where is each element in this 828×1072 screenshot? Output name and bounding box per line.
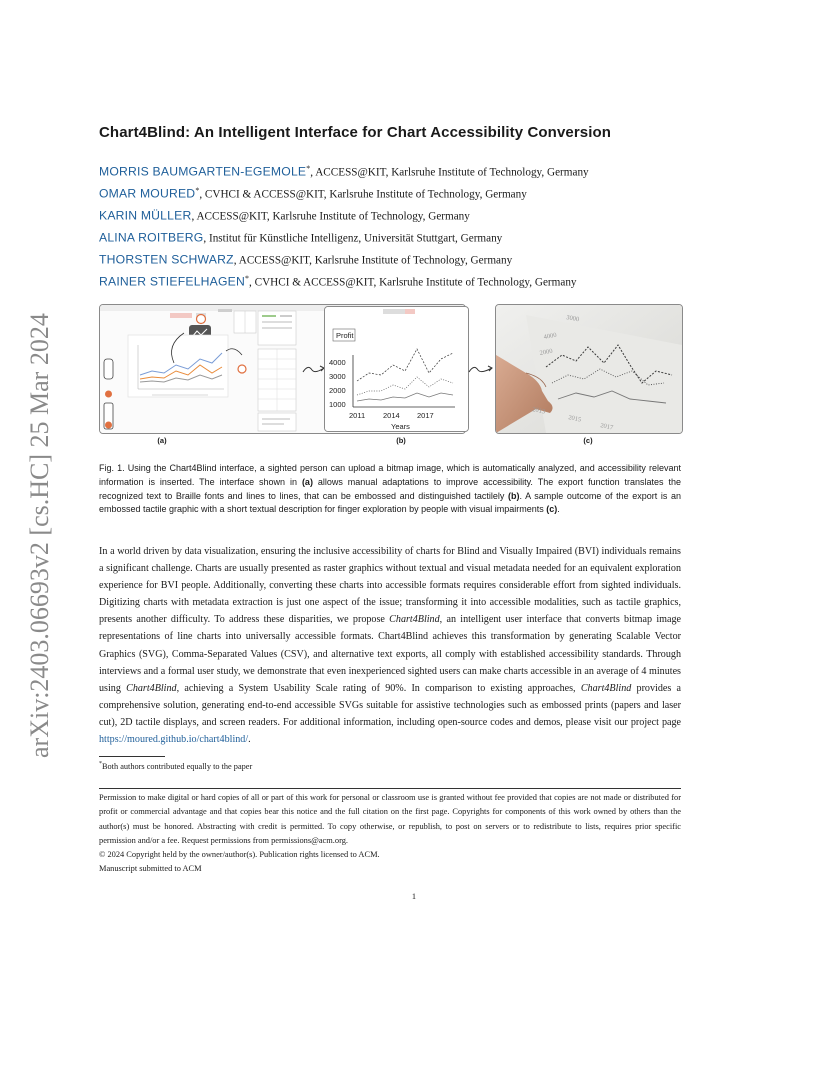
arxiv-stamp-text: arXiv:2403.06693v2 [cs.HC] 25 Mar 2024: [25, 313, 54, 758]
photo-label: 2013: [531, 406, 546, 416]
abstract-text: provides a comprehensive solution, generating end-to-end accessible SVGs suitable for assistive technologies such as embossed prints (papers and laser cut), 2D tactile displays, and screen readers. For additional information, including open-source codes and demos, please visit our project page: [99, 682, 681, 728]
author-name: KARIN MÜLLER: [99, 208, 192, 223]
author-line: [99, 160, 739, 182]
caption-text: .: [557, 504, 560, 515]
panel-c-label: (c): [583, 436, 593, 445]
caption-ref-a: (a): [301, 476, 313, 487]
panel-a-label: (a): [157, 436, 167, 445]
tactile-x-tick: 2014: [383, 411, 400, 420]
author-name: THORSTEN SCHWARZ: [99, 252, 234, 267]
tactile-y-title: Profit: [336, 331, 354, 340]
author-line: [99, 226, 739, 248]
tactile-x-tick: 2011: [349, 411, 366, 420]
footnote-text: Both authors contributed equally to the paper: [102, 761, 253, 771]
author-line: [99, 182, 739, 204]
author-name: MORRIS BAUMGARTEN-EGEMOLE: [99, 164, 307, 179]
author-name: OMAR MOURED: [99, 186, 196, 201]
author-affiliation: , ACCESS@KIT, Karlsruhe Institute of Technology, Germany: [191, 210, 470, 223]
author-affiliation: , ACCESS@KIT, Karlsruhe Institute of Technology, Germany: [233, 254, 513, 267]
panel-c-embossed-photo: [495, 304, 683, 434]
author-mark: *: [245, 274, 250, 283]
permission-notice: Permission to make digital or hard copies of all or part of this work for personal or classroom use is granted without fee provided that copies are not made or distributed for profit or commercial advantage and that copies bear this notice and the full citation on the first page. Copyrights for components of this work owned by others than the author(s) must be honored. Abstracting with credit is permitted. To copy otherwise, or republish, to post on servers or to redistribute to lists, requires prior specific permission and/or a fee. Request permissions from permissions@acm.org.: [99, 793, 681, 845]
abstract-text: In a world driven by data visualization, ensuring the inclusive accessibility of charts for Blind and Visually Impaired (BVI) individuals remains a significant challenge. Charts are usually presented as raster graphics without textual and visual metadata needed for an equivalent exploration experience for BVI people. Additionally, converting these charts into accessible formats requires considerable effort from sighted individuals. Digitizing charts with metadata extraction is just one aspect of the issue; transforming it into accessible modalities, such as tactile graphics, presents another difficulty. To address these disparities, we propose: [99, 546, 681, 626]
footnote-mark: *: [99, 761, 102, 767]
caption-text: Using the Chart4Blind interface, a sighted person can upload a bitmap image, which is automatically analyzed, and accessibility relevant information is inserted. The interface shown in: [99, 463, 681, 487]
copyright-block: [99, 848, 681, 877]
arrow-icon: [302, 362, 326, 376]
photo-label: 4000: [543, 331, 558, 341]
permission-rule: [99, 788, 681, 789]
figure-1: [99, 304, 681, 454]
author-mark: *: [306, 164, 311, 173]
author-affiliation: , CVHCI & ACCESS@KIT, Karlsruhe Institute of Technology, Germany: [199, 188, 527, 201]
author-line: [99, 204, 739, 226]
caption-ref-c: (c): [546, 504, 558, 515]
author-affiliation: , ACCESS@KIT, Karlsruhe Institute of Technology, Germany: [310, 166, 589, 179]
copyright-line: © 2024 Copyright held by the owner/author(s). Publication rights licensed to ACM.: [99, 850, 380, 859]
abstract-text: .: [248, 734, 251, 746]
footnote: [99, 761, 681, 771]
arxiv-stamp: [18, 280, 58, 760]
abstract: [99, 543, 681, 748]
photo-label: 2017: [599, 422, 614, 432]
paper-title: Chart4Blind: An Intelligent Interface for Chart Accessibility Conversion: [99, 124, 612, 141]
author-list: [99, 160, 739, 292]
abstract-emphasis: Chart4Blind: [580, 682, 632, 694]
photo-label: 2000: [539, 347, 554, 357]
arxiv-stamp-svg: [18, 280, 58, 760]
tactile-y-tick: 1000: [329, 400, 346, 409]
caption-text: allows manual adaptations to improve accessibility. The export function translates the recognized text to Braille fonts and lines to lines, that can be embossed and distinguished tactilely: [99, 476, 681, 501]
author-name: ALINA ROITBERG: [99, 230, 204, 245]
footnote-rule: [99, 756, 165, 757]
panel-b-tactile-chart: [324, 306, 469, 432]
manuscript-line: Manuscript submitted to ACM: [99, 864, 202, 874]
figure-caption: [99, 462, 681, 517]
page-number: 1: [411, 892, 417, 901]
photo-label: 2015: [567, 414, 582, 424]
caption-prefix: Fig. 1.: [99, 463, 125, 473]
embossed-photo: [496, 305, 682, 433]
abstract-emphasis: Chart4Blind: [389, 614, 440, 626]
tactile-y-tick: 2000: [329, 386, 346, 395]
tactile-x-tick: 2017: [417, 411, 434, 420]
author-name: RAINER STIEFELHAGEN: [99, 274, 246, 289]
caption-ref-b: (b): [508, 490, 520, 501]
project-page-link[interactable]: https://moured.github.io/chart4blind/: [99, 734, 249, 746]
panel-b-label: (b): [396, 436, 406, 445]
tactile-chart: [325, 307, 468, 431]
abstract-emphasis: Chart4Blind: [126, 682, 177, 694]
author-line: [99, 248, 739, 270]
tactile-x-title: Years: [391, 422, 410, 431]
tactile-y-tick: 3000: [329, 372, 346, 381]
author-line: [99, 270, 739, 292]
author-affiliation: , CVHCI & ACCESS@KIT, Karlsruhe Institute of Technology, Germany: [249, 276, 577, 289]
arrow-icon: [468, 362, 494, 376]
tactile-y-tick: 4000: [329, 358, 346, 367]
abstract-text: , an intelligent user interface that converts bitmap image representations of line charts into universally accessible formats. Chart4Blind achieves this transformation by generating Scalable Vector Graphics (SVG), Comma-Separated Values (CSV), and alternative text exports, all comply with established accessibility standards. Through interviews and a formal user study, we demonstrate that even inexperienced sighted users can make charts accessible in an average of 4 minutes using: [99, 614, 681, 694]
caption-text: . A sample outcome of the export is an embossed tactile graphic with a short textual description for finger exploration by people with visual impairments: [99, 490, 681, 515]
author-mark: *: [195, 186, 200, 195]
author-affiliation: , Institut für Künstliche Intelligenz, Universität Stuttgart, Germany: [203, 232, 503, 245]
abstract-text: , achieving a System Usability Scale rating of 90%. In comparison to existing approaches,: [176, 682, 581, 694]
photo-label: 3000: [565, 314, 580, 324]
